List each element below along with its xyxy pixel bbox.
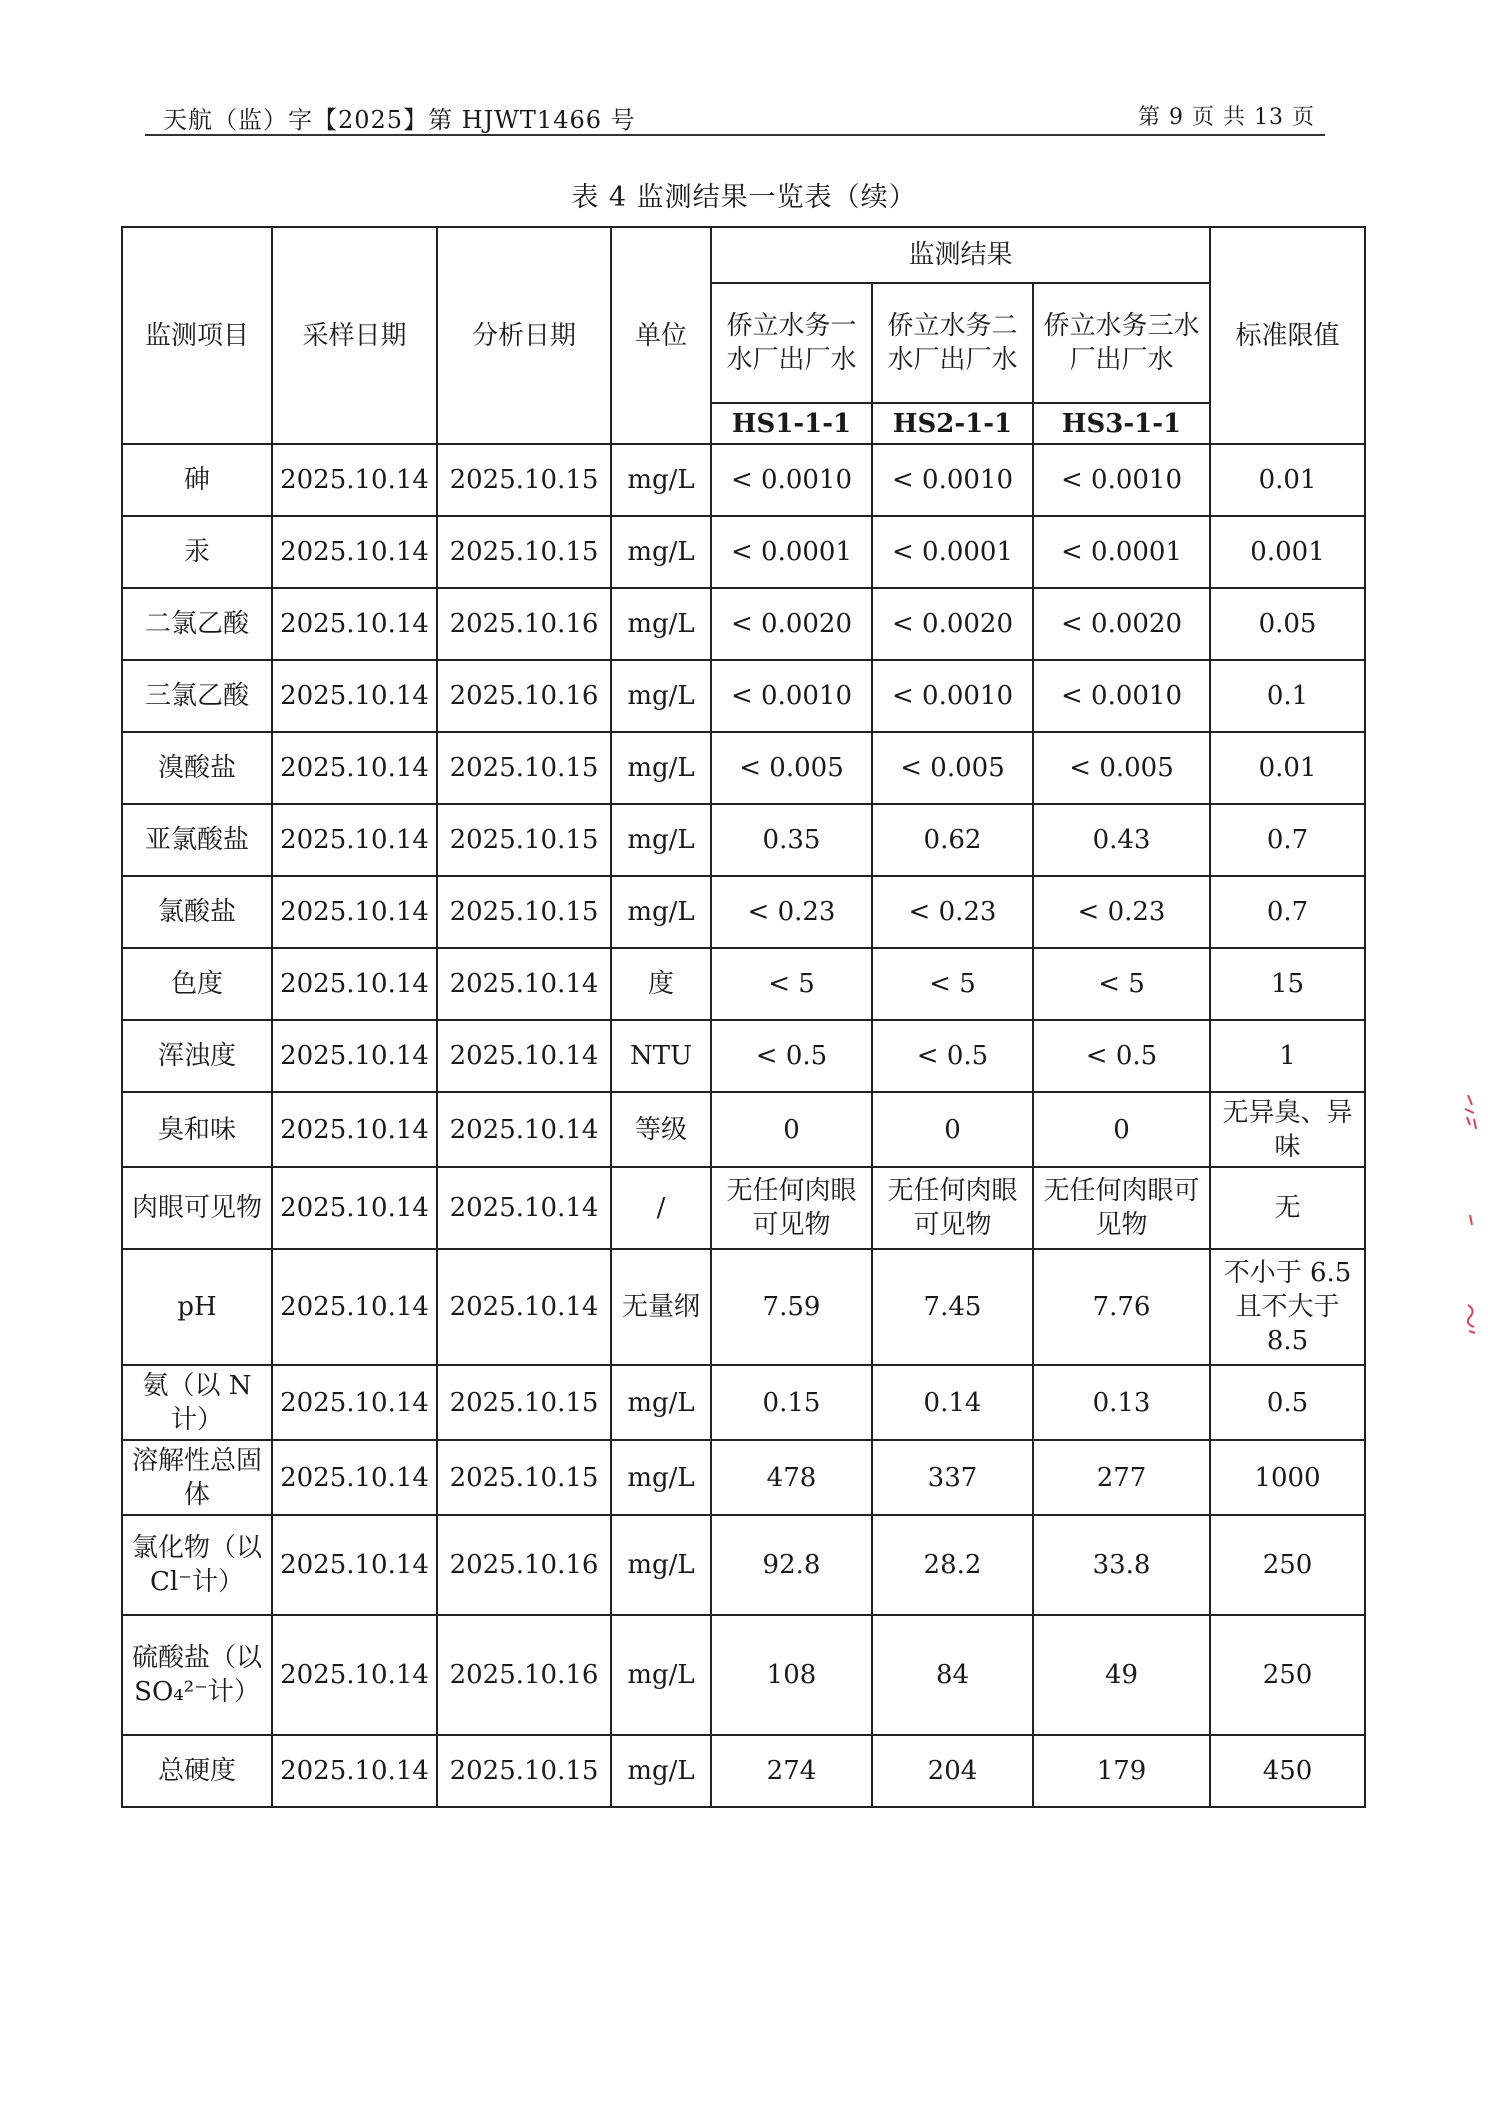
result-site-2-cell: 84: [872, 1615, 1033, 1735]
result-site-3-cell: 179: [1033, 1735, 1210, 1807]
sample-date-cell: 2025.10.14: [272, 1092, 437, 1167]
table-row: [122, 1515, 1365, 1615]
table-row: [122, 1440, 1365, 1515]
sample-date-cell: 2025.10.14: [272, 948, 437, 1020]
analysis-date-cell: 2025.10.15: [437, 732, 611, 804]
analysis-date-cell: 2025.10.16: [437, 588, 611, 660]
table-row: [122, 588, 1365, 660]
analysis-date-cell: 2025.10.15: [437, 804, 611, 876]
result-site-1-cell: < 0.0020: [711, 588, 872, 660]
limit-cell: 0.1: [1210, 660, 1365, 732]
table-row: [122, 1615, 1365, 1735]
unit-cell: mg/L: [611, 876, 711, 948]
unit-cell: /: [611, 1167, 711, 1249]
item-cell: 氯酸盐: [122, 876, 272, 948]
result-site-1-cell: 108: [711, 1615, 872, 1735]
table-title: 表 4 监测结果一览表（续）: [571, 182, 917, 213]
item-cell: 汞: [122, 516, 272, 588]
result-site-2-cell: 0: [872, 1092, 1033, 1167]
result-site-3-cell: < 0.0010: [1033, 444, 1210, 516]
result-site-1-cell: 0: [711, 1092, 872, 1167]
table-row: [122, 1735, 1365, 1807]
sample-date-cell: 2025.10.14: [272, 876, 437, 948]
result-site-1-cell: < 0.0001: [711, 516, 872, 588]
unit-cell: mg/L: [611, 660, 711, 732]
page-header: [145, 94, 1325, 136]
limit-cell: 0.01: [1210, 444, 1365, 516]
sample-date-cell: 2025.10.14: [272, 516, 437, 588]
item-cell: 氨（以 N 计）: [122, 1365, 272, 1440]
result-site-2-cell: 0.62: [872, 804, 1033, 876]
unit-cell: mg/L: [611, 1440, 711, 1515]
result-site-3-cell: 7.76: [1033, 1249, 1210, 1365]
limit-cell: 15: [1210, 948, 1365, 1020]
limit-cell: 0.05: [1210, 588, 1365, 660]
limit-cell: 0.5: [1210, 1365, 1365, 1440]
result-site-2-cell: < 0.0001: [872, 516, 1033, 588]
limit-cell: 0.01: [1210, 732, 1365, 804]
sample-date-cell: 2025.10.14: [272, 1365, 437, 1440]
table-row: [122, 1249, 1365, 1365]
unit-cell: mg/L: [611, 1735, 711, 1807]
result-site-1-cell: < 0.005: [711, 732, 872, 804]
red-signature-marks: [1462, 1095, 1486, 1395]
unit-cell: mg/L: [611, 1515, 711, 1615]
sample-date-cell: 2025.10.14: [272, 732, 437, 804]
result-site-3-cell: 277: [1033, 1440, 1210, 1515]
item-cell: 总硬度: [122, 1735, 272, 1807]
analysis-date-cell: 2025.10.16: [437, 1515, 611, 1615]
sample-date-cell: 2025.10.14: [272, 1167, 437, 1249]
item-cell: 砷: [122, 444, 272, 516]
result-site-1-cell: < 0.0010: [711, 660, 872, 732]
result-site-2-cell: < 0.5: [872, 1020, 1033, 1092]
analysis-date-cell: 2025.10.14: [437, 1092, 611, 1167]
table-row: [122, 948, 1365, 1020]
item-cell: pH: [122, 1249, 272, 1365]
report-number: 天航（监）字【2025】第 HJWT1466 号: [163, 106, 636, 134]
sample-date-cell: 2025.10.14: [272, 1735, 437, 1807]
limit-cell: 不小于 6.5 且不大于 8.5: [1210, 1249, 1365, 1365]
item-cell: 肉眼可见物: [122, 1167, 272, 1249]
limit-cell: 无: [1210, 1167, 1365, 1249]
result-site-2-cell: 0.14: [872, 1365, 1033, 1440]
table-row: [122, 1167, 1365, 1249]
limit-cell: 0.001: [1210, 516, 1365, 588]
item-cell: 三氯乙酸: [122, 660, 272, 732]
unit-cell: mg/L: [611, 804, 711, 876]
analysis-date-cell: 2025.10.15: [437, 516, 611, 588]
header-code-1: HS1-1-1: [711, 403, 872, 444]
result-site-3-cell: 0.13: [1033, 1365, 1210, 1440]
analysis-date-cell: 2025.10.15: [437, 444, 611, 516]
sample-date-cell: 2025.10.14: [272, 588, 437, 660]
analysis-date-cell: 2025.10.14: [437, 1020, 611, 1092]
header-site-1: 侨立水务一水厂出厂水: [711, 283, 872, 403]
sample-date-cell: 2025.10.14: [272, 804, 437, 876]
result-site-2-cell: < 5: [872, 948, 1033, 1020]
result-site-2-cell: 7.45: [872, 1249, 1033, 1365]
sample-date-cell: 2025.10.14: [272, 1615, 437, 1735]
sample-date-cell: 2025.10.14: [272, 1249, 437, 1365]
result-site-3-cell: 0: [1033, 1092, 1210, 1167]
result-site-3-cell: < 0.5: [1033, 1020, 1210, 1092]
table-row: [122, 876, 1365, 948]
result-site-1-cell: < 0.0010: [711, 444, 872, 516]
unit-cell: NTU: [611, 1020, 711, 1092]
header-sample-date: 采样日期: [272, 227, 437, 444]
item-cell: 浑浊度: [122, 1020, 272, 1092]
unit-cell: mg/L: [611, 516, 711, 588]
result-site-2-cell: 28.2: [872, 1515, 1033, 1615]
result-site-1-cell: 92.8: [711, 1515, 872, 1615]
result-site-3-cell: < 0.23: [1033, 876, 1210, 948]
limit-cell: 0.7: [1210, 876, 1365, 948]
unit-cell: mg/L: [611, 1365, 711, 1440]
limit-cell: 250: [1210, 1515, 1365, 1615]
analysis-date-cell: 2025.10.14: [437, 1167, 611, 1249]
header-site-2: 侨立水务二水厂出厂水: [872, 283, 1033, 403]
unit-cell: mg/L: [611, 588, 711, 660]
sample-date-cell: 2025.10.14: [272, 660, 437, 732]
item-cell: 溶解性总固体: [122, 1440, 272, 1515]
table-row: [122, 732, 1365, 804]
header-limit: 标准限值: [1210, 227, 1365, 444]
table-row: [122, 804, 1365, 876]
sample-date-cell: 2025.10.14: [272, 1515, 437, 1615]
result-site-2-cell: 无任何肉眼可见物: [872, 1167, 1033, 1249]
sample-date-cell: 2025.10.14: [272, 1440, 437, 1515]
header-code-3: HS3-1-1: [1033, 403, 1210, 444]
limit-cell: 250: [1210, 1615, 1365, 1735]
analysis-date-cell: 2025.10.14: [437, 948, 611, 1020]
limit-cell: 0.7: [1210, 804, 1365, 876]
result-site-2-cell: 204: [872, 1735, 1033, 1807]
limit-cell: 1000: [1210, 1440, 1365, 1515]
result-site-3-cell: < 0.0001: [1033, 516, 1210, 588]
analysis-date-cell: 2025.10.15: [437, 1440, 611, 1515]
unit-cell: 度: [611, 948, 711, 1020]
result-site-2-cell: 337: [872, 1440, 1033, 1515]
limit-cell: 1: [1210, 1020, 1365, 1092]
header-analysis-date: 分析日期: [437, 227, 611, 444]
unit-cell: mg/L: [611, 732, 711, 804]
analysis-date-cell: 2025.10.16: [437, 660, 611, 732]
item-cell: 臭和味: [122, 1092, 272, 1167]
header-item: 监测项目: [122, 227, 272, 444]
result-site-2-cell: < 0.23: [872, 876, 1033, 948]
header-results: 监测结果: [711, 227, 1210, 283]
result-site-1-cell: 无任何肉眼可见物: [711, 1167, 872, 1249]
unit-cell: mg/L: [611, 1615, 711, 1735]
result-site-1-cell: 7.59: [711, 1249, 872, 1365]
item-cell: 色度: [122, 948, 272, 1020]
sample-date-cell: 2025.10.14: [272, 444, 437, 516]
result-site-1-cell: < 0.23: [711, 876, 872, 948]
result-site-2-cell: < 0.005: [872, 732, 1033, 804]
table-row: [122, 660, 1365, 732]
result-site-3-cell: 49: [1033, 1615, 1210, 1735]
result-site-3-cell: < 0.005: [1033, 732, 1210, 804]
analysis-date-cell: 2025.10.16: [437, 1615, 611, 1735]
result-site-1-cell: < 0.5: [711, 1020, 872, 1092]
limit-cell: 450: [1210, 1735, 1365, 1807]
unit-cell: 无量纲: [611, 1249, 711, 1365]
result-site-1-cell: < 5: [711, 948, 872, 1020]
result-site-3-cell: 0.43: [1033, 804, 1210, 876]
analysis-date-cell: 2025.10.15: [437, 1735, 611, 1807]
table-row: [122, 1365, 1365, 1440]
analysis-date-cell: 2025.10.14: [437, 1249, 611, 1365]
page-number: 第 9 页 共 13 页: [1138, 105, 1315, 130]
result-site-3-cell: 无任何肉眼可见物: [1033, 1167, 1210, 1249]
result-site-1-cell: 0.15: [711, 1365, 872, 1440]
item-cell: 二氯乙酸: [122, 588, 272, 660]
unit-cell: 等级: [611, 1092, 711, 1167]
header-unit: 单位: [611, 227, 711, 444]
result-site-1-cell: 0.35: [711, 804, 872, 876]
result-site-3-cell: 33.8: [1033, 1515, 1210, 1615]
result-site-1-cell: 274: [711, 1735, 872, 1807]
table-row: [122, 1020, 1365, 1092]
result-site-1-cell: 478: [711, 1440, 872, 1515]
result-site-2-cell: < 0.0010: [872, 660, 1033, 732]
item-cell: 氯化物（以 Cl⁻计）: [122, 1515, 272, 1615]
result-site-2-cell: < 0.0010: [872, 444, 1033, 516]
header-code-2: HS2-1-1: [872, 403, 1033, 444]
result-site-3-cell: < 0.0010: [1033, 660, 1210, 732]
analysis-date-cell: 2025.10.15: [437, 876, 611, 948]
sample-date-cell: 2025.10.14: [272, 1020, 437, 1092]
item-cell: 溴酸盐: [122, 732, 272, 804]
result-site-3-cell: < 0.0020: [1033, 588, 1210, 660]
result-site-2-cell: < 0.0020: [872, 588, 1033, 660]
results-table: [121, 226, 1366, 1808]
analysis-date-cell: 2025.10.15: [437, 1365, 611, 1440]
table-row: [122, 1092, 1365, 1167]
item-cell: 亚氯酸盐: [122, 804, 272, 876]
table-row: [122, 444, 1365, 516]
limit-cell: 无异臭、异味: [1210, 1092, 1365, 1167]
unit-cell: mg/L: [611, 444, 711, 516]
item-cell: 硫酸盐（以 SO₄²⁻计）: [122, 1615, 272, 1735]
table-row: [122, 516, 1365, 588]
result-site-3-cell: < 5: [1033, 948, 1210, 1020]
header-site-3: 侨立水务三水厂出厂水: [1033, 283, 1210, 403]
